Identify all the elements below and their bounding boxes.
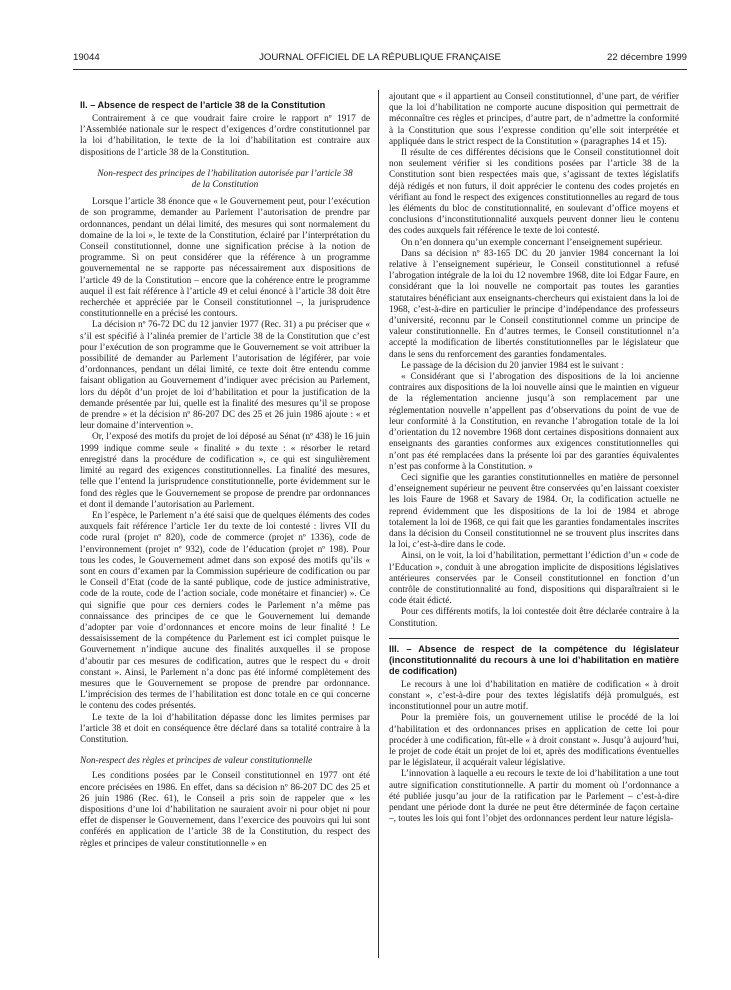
header-rule <box>73 69 687 70</box>
paragraph: Ceci signifie que les garanties constitutionnelles en matière de personnel d’enseignement supérieur ne peuvent être conservées qu’en laissant coexister les lois Faure de 1968 et Savary de 1984. Or, la codification actuelle ne reprend évidemment que les dispositions de la loi de 1984 et abroge totalement la loi de 1968, ce qui fait que les garanties fondamentales inscrites dans la décision du Conseil constitutionnel ne se trouvent plus inscrites dans la loi, c’est-à-dire dans le code. <box>389 472 679 551</box>
paragraph: ajoutant que « il appartient au Conseil constitutionnel, d’une part, de vérifier que la loi d’habilitation ne comporte aucune disposition qui permettrait de méconnaître ces règles et principes, d’autre part, de n’admettre la conformité à la Constitution que sous l’expresse condition qu’elle soit interprétée et appliquée dans le strict respect de la Constitution » (paragraphes 14 et 15). <box>389 92 679 147</box>
journal-title: JOURNAL OFFICIEL DE LA RÉPUBLIQUE FRANÇAISE <box>259 52 501 63</box>
subheading: Non-respect des principes de l’habilitation autorisée par l’article 38 de la Constitution <box>97 168 353 191</box>
quotation: « Considérant que si l’abrogation des dispositions de la loi ancienne contraires aux dispositions de la loi nouvelle ainsi que le maintien en vigueur de la réglementation ancienne jusqu’à son remplacement par une réglementation nouvelle n’appellent pas d’observations du point de vue de leur conformité à la Constitution, en revanche l’abrogation totale de la loi d’orientation du 12 novembre 1968 dont certaines dispositions donnaient aux enseignants des garanties conformes aux exigences constitutionnelles qui n’ont pas été remplacées dans la présente loi par des garanties équivalentes n’est pas conforme à la Constitution. » <box>389 372 679 472</box>
paragraph: Lorsque l’article 38 énonce que « le Gouvernement peut, pour l’exécution de son programme, demander au Parlement l’autorisation de prendre par ordonnances, pendant un délai limité, des mesures qui sont normalement du domaine de la loi », le texte de la Constitution, éclairé par l’interprétation du Conseil constitutionnel, donne une signification précise à la notion de programme. Si on peut considérer que la référence à un programme gouvernemental ne se rapporte pas nécessairement aux dispositions de l’article 49 de la Constitution – encore que la cohérence entre le programme auquel il est fait référence à l’article 49 et celui énoncé à l’article 38 doit être recherchée et appréciée par le Conseil constitutionnel –, la jurisprudence constitutionnelle en a précisé les contours. <box>80 197 370 320</box>
issue-date: 22 décembre 1999 <box>606 52 687 63</box>
column-divider <box>378 90 379 958</box>
right-column <box>389 92 679 825</box>
paragraph: Or, l’exposé des motifs du projet de loi déposé au Sénat (nº 438) le 16 juin 1999 indique comme seule « finalité » du texte : « résorber le retard enregistré dans la procédure de codification », ce qui est singulièrement limité au regard des exigences constitutionnelles. La finalité des mesures, telle que l’entend la jurisprudence constitutionnelle, porte évidemment sur le fond des règles que le Gouvernement se propose de prendre par ordonnances et dont il demande l’autorisation au Parlement. <box>80 432 370 510</box>
paragraph: Pour ces différents motifs, la loi contestée doit être déclarée contraire à la Constitution. <box>389 607 679 629</box>
section-ii-title: II. – Absence de respect de l’article 38 de la Constitution <box>80 100 326 110</box>
page-header <box>73 52 687 68</box>
paragraph: La décision nº 76-72 DC du 12 janvier 1977 (Rec. 31) a pu préciser que « s’il est spécifié à l’alinéa premier de l’article 38 de la Constitution que c’est pour l’exécution de son programme que le Gouvernement se voit attribuer la possibilité de demander au Parlement l’autorisation de légiférer, par voie d’ordonnances, pendant un délai limité, ce texte doit être entendu comme faisant obligation au Gouvernement d’indiquer avec précision au Parlement, lors du dépôt d’un projet de loi d’habilitation et pour la justification de la demande présentée par lui, quelle est la finalité des mesures qu’il se propose de prendre » et la décision nº 86-207 DC des 25 et 26 juin 1986 ajoute : « et leur domaine d’intervention ». <box>80 320 370 432</box>
paragraph: Dans sa décision nº 83-165 DC du 20 janvier 1984 concernant la loi relative à l’enseignement supérieur, le Conseil constitutionnel a refusé l’abrogation intégrale de la loi du 12 novembre 1968, dite loi Edgar Faure, en considérant que la loi nouvelle ne comportait pas toutes les garanties statutaires bénéficiant aux enseignants-chercheurs qui existaient dans la loi de 1968, c’est-à-dire en particulier le principe d’indépendance des professeurs d’université, reconnu par le Conseil constitutionnel comme un principe de valeur constitutionnelle. En d’autres termes, le Conseil constitutionnel n’a accepté la modification de libertés constitutionnelles par le législateur que dans le sens du renforcement des garanties fondamentales. <box>389 248 679 360</box>
subheading: Non-respect des règles et principes de valeur constitutionnelle <box>80 756 313 767</box>
paragraph: Le recours à une loi d’habilitation en matière de codification « à droit constant », c’est-à-dire pour des textes législatifs déjà promulgués, est inconstitutionnel pour un autre motif. <box>389 679 679 713</box>
paragraph: En l’espèce, le Parlement n’a été saisi que de quelques éléments des codes auxquels fait référence l’article 1er du texte de loi contesté : livres VII du code rural (projet nº 820), code de commerce (projet nº 1336), code de l’environnement (projet nº 932), code de l’éducation (projet nº 198). Pour tous les codes, le Gouvernement admet dans son exposé des motifs qu’ils « sont en cours d’examen par la Commission supérieure de codification ou par le Conseil d’Etat (code de la santé publique, code de justice administrative, code de la route, code de l’action sociale, code monétaire et financier) ». Ce qui signifie que pour ces derniers codes le Parlement n’a même pas connaissance des principes de ce que le Gouvernement lui demande d’adopter par voie d’ordonnances et encore moins de leur finalité ! Le dessaisissement de la compétence du Parlement est ici complet puisque le Gouvernement n’indique aucune des finalités auxquelles il se propose d’aboutir par ces mesures de codification, autres que le respect du « droit constant ». Ainsi, le Parlement n’a donc pas été informé complètement des mesures que le Gouvernement se propose de prendre par ordonnance. L’imprécision des termes de l’habilitation est donc totale en ce qui concerne le contenu des codes présentés. <box>80 510 370 712</box>
paragraph: On n’en donnera qu’un exemple concernant l’enseignement supérieur. <box>401 237 663 248</box>
paragraph: L’innovation à laquelle a eu recours le texte de loi d’habilitation a une tout autre signification constitutionnelle. A partir du moment où l’ordonnance a été publiée jusqu’au jour de la ratification par le Parlement – c’est-à-dire pendant une période dont la durée ne peut être déterminée de façon certaine –, toutes les lois qui font l’objet des ordonnances perdent leur nature législa- <box>389 769 679 825</box>
paragraph: Ainsi, on le voit, la loi d’habilitation, permettant l’édiction d’un « code de l’Education », conduit à une abrogation implicite de dispositions législatives antérieures conservées par le Conseil constitutionnel en fonction d’un contrôle de constitutionnalité au fond, dispositions qui disparaîtraient si le code était édicté. <box>389 551 679 607</box>
paragraph: Pour la première fois, un gouvernement utilise le procédé de la loi d’habilitation et des ordonnances prises en application de cette loi pour procéder à une codification, fût-elle « à droit constant ». Jusqu’à aujourd’hui, le projet de code était un projet de loi et, après des modifications éventuelles par le législateur, il acquérait valeur législative. <box>389 713 679 769</box>
paragraph: Les conditions posées par le Conseil constitutionnel en 1977 ont été encore précisées en 1986. En effet, dans sa décision nº 86-207 DC des 25 et 26 juin 1986 (Rec. 61), le Conseil a pris soin de rappeler que « les dispositions d’une loi d’habilitation ne sauraient avoir ni pour objet ni pour effet de dispenser le Gouvernement, dans l’exercice des pouvoirs qui lui sont conférés en application de l’article 38 de la Constitution, du respect des règles et principes de valeur constitutionnelle » en <box>80 771 370 849</box>
page-number: 19044 <box>73 52 100 63</box>
paragraph: Contrairement à ce que voudrait faire croire le rapport nº 1917 de l’Assemblée nationale sur le respect d’exigences d’ordre constitutionnel par la loi d’habilitation, le texte de la loi d’habilitation est contraire aux dispositions de l’article 38 de la Constitution. <box>80 114 370 158</box>
section-iii-title: III. – Absence de respect de la compétence du législateur (inconstitutionnalité du recours à une loi d’habilitation en matière de codification) <box>389 638 679 677</box>
paragraph: Il résulte de ces différentes décisions que le Conseil constitutionnel doit non seulement vérifier si les conditions posées par l’article 38 de la Constitution sont bien respectées mais que, s’agissant de textes législatifs déjà rédigés et non futurs, il doit apprécier le contenu des codes projetés en vérifiant au fond le respect des exigences constitutionnelles au regard de tous les éléments du bloc de constitutionnalité, en soulevant d’office moyens et conclusions d’inconstitutionnalité auxquels peuvent donner lieu le contenu des codes auxquels fait référence le texte de loi contesté. <box>389 148 679 237</box>
paragraph: Le texte de la loi d’habilitation dépasse donc les limites permises par l’article 38 et doit en conséquence être déclaré dans sa totalité contraire à la Constitution. <box>80 712 370 745</box>
left-column <box>80 92 370 850</box>
paragraph: Le passage de la décision du 20 janvier 1984 est le suivant : <box>401 360 624 371</box>
